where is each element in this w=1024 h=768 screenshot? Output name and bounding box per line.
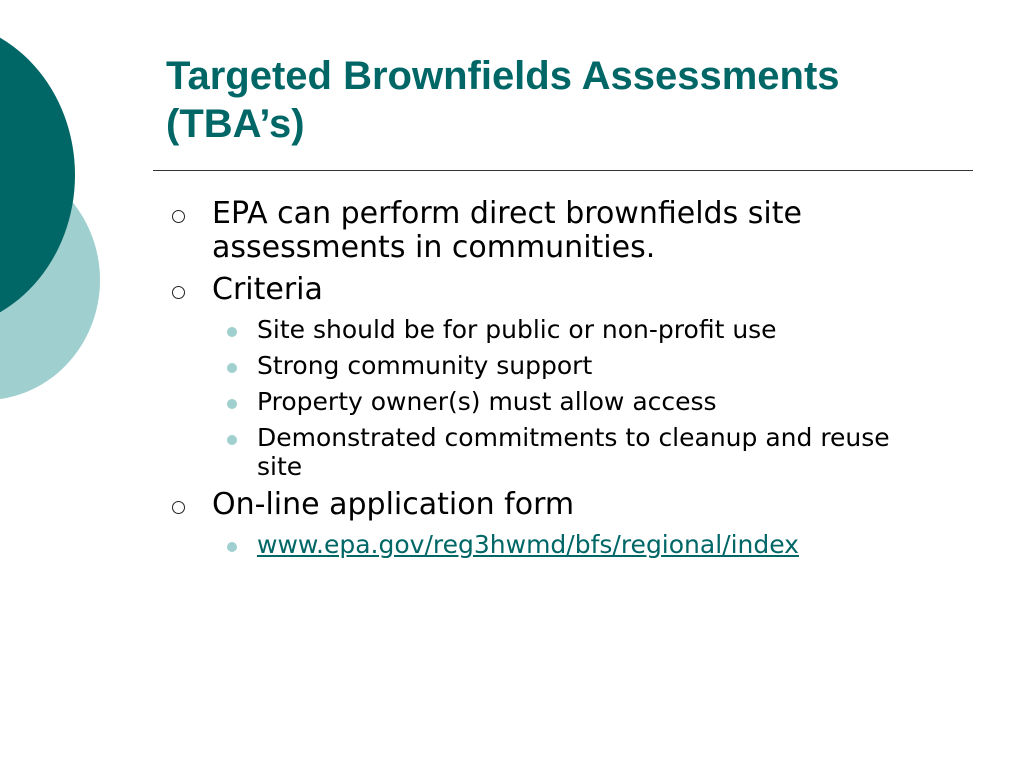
dot-bullet-icon xyxy=(227,399,237,409)
sub-bullet-owner-access xyxy=(170,387,930,416)
dot-bullet-icon xyxy=(227,327,237,337)
slide-content xyxy=(170,197,930,566)
dot-bullet-icon xyxy=(227,435,237,445)
sub-bullet-text: Strong community support xyxy=(257,351,593,380)
sub-bullet-public-use xyxy=(170,315,930,344)
bullet-online-form xyxy=(170,488,930,522)
hollow-circle-bullet-icon xyxy=(172,210,185,223)
online-form-sublist xyxy=(170,530,930,559)
bullet-epa-assessments xyxy=(170,197,930,265)
bullet-criteria xyxy=(170,273,930,307)
bullet-text: EPA can perform direct brownfields site assessments in communities. xyxy=(212,196,802,265)
slide-title: Targeted Brownfields Assessments (TBA’s) xyxy=(166,54,840,146)
dot-bullet-icon xyxy=(227,542,237,552)
criteria-sublist xyxy=(170,315,930,481)
bullet-text: Criteria xyxy=(212,272,323,307)
title-divider xyxy=(153,170,973,171)
bullet-text: On-line application form xyxy=(212,487,575,522)
dot-bullet-icon xyxy=(227,363,237,373)
sub-bullet-text: Demonstrated commitments to cleanup and reuse site xyxy=(257,423,890,481)
application-form-link[interactable]: www.epa.gov/reg3hwmd/bfs/regional/index xyxy=(257,530,799,559)
sub-bullet-text: Site should be for public or non-profit use xyxy=(257,315,777,344)
hollow-circle-bullet-icon xyxy=(172,286,185,299)
sub-bullet-commitments xyxy=(170,423,930,481)
sub-bullet-text: Property owner(s) must allow access xyxy=(257,387,717,416)
sub-bullet-application-link xyxy=(170,530,930,559)
sub-bullet-community-support xyxy=(170,351,930,380)
hollow-circle-bullet-icon xyxy=(172,501,185,514)
